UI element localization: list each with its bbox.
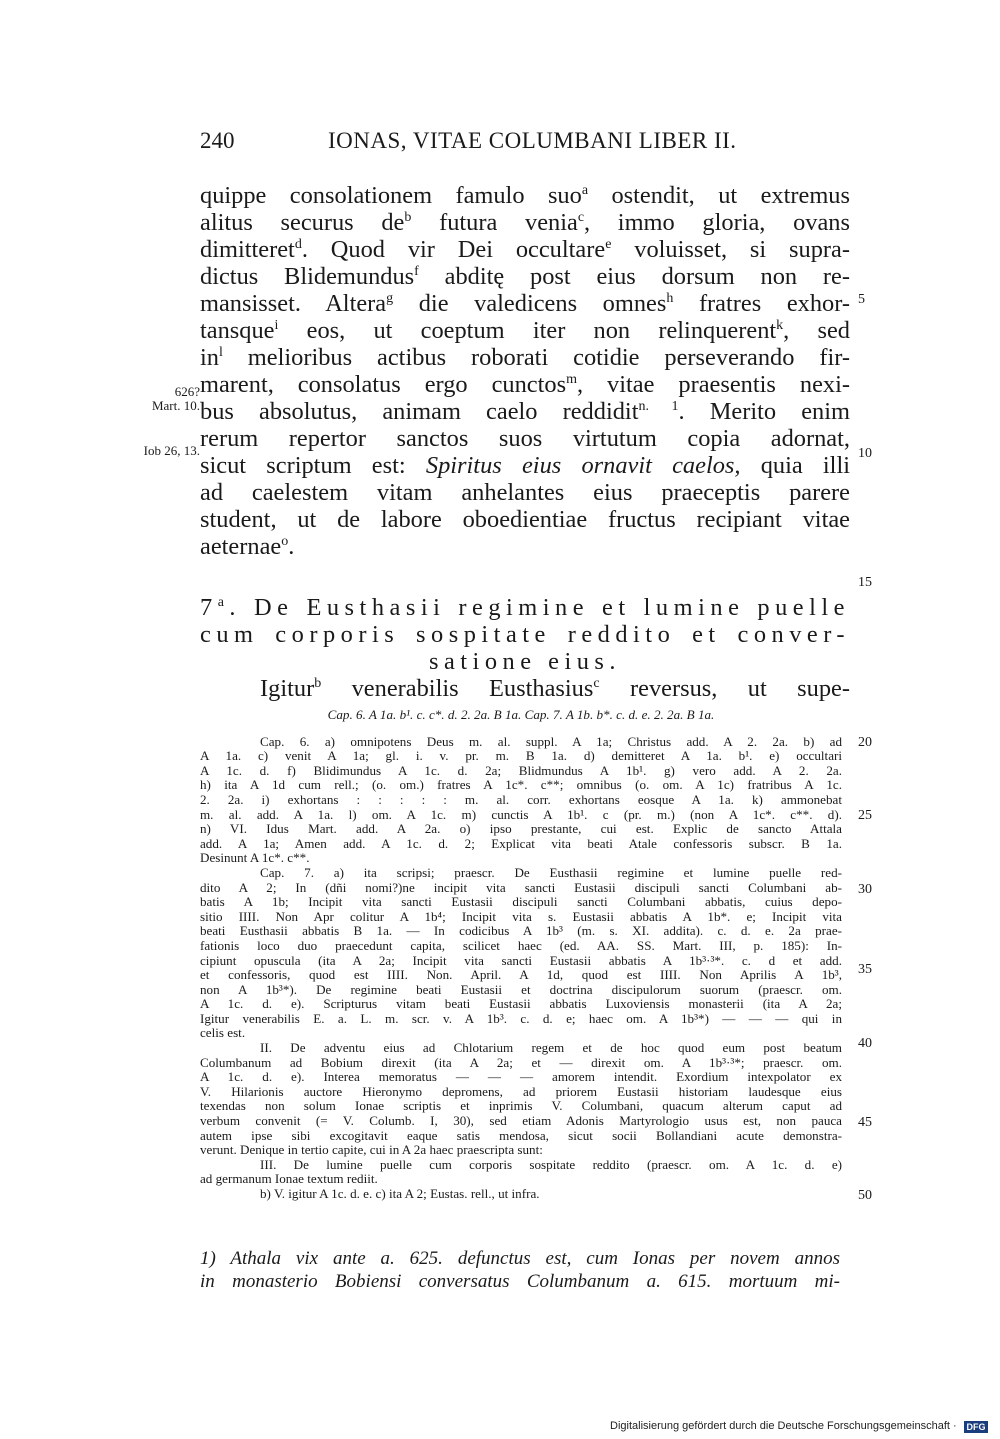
apparatus-line: Columbanum ad Bobium direxit (ita A 2a; et — direxit om. A 1b³·³*; praescr. om. — [200, 1054, 842, 1070]
text-line: sicut scriptum est: Spiritus eius ornavit caelos, quia illi — [200, 452, 850, 479]
chapter-heading-line: 7$^a$. De Eusthasii regimine et lumine puelle — [200, 594, 850, 621]
note-marker: n. 1 — [638, 398, 679, 414]
apparatus-line: Cap. 7. a) ita scripsi; praescr. De Eusthasii regimine et lumine puelle red- — [260, 864, 842, 880]
note-marker: f — [414, 263, 419, 279]
text-line: bus absolutus, animam caelo reddidit$^{n. 1}$. Merito enim — [200, 398, 851, 425]
line-number: 35 — [858, 962, 872, 977]
running-header — [200, 128, 840, 158]
scripture-quote: Spiritus eius ornavit caelos, — [425, 452, 741, 479]
text-line: dictus Blidemundus$^f$ abditę post eius dorsum non re- — [200, 263, 850, 290]
line-number: 50 — [858, 1188, 872, 1203]
apparatus-line: h) ita A 1d cum rell.; (o. om.) fratres A 1c*. c**; omnibus (o. om. A 1c) fratribus A 1c. — [200, 777, 842, 793]
text-line: marent, consolatus ergo cunctos$^m$, vitae praesentis nexi- — [200, 371, 850, 398]
text-line: mansisset. Altera$^g$ die valedicens omnes$^h$ fratres exhor- — [200, 290, 850, 317]
digitization-credit: Digitalisierung gefördert durch die Deutsche Forschungsgemeinschaft · — [610, 1420, 957, 1432]
text-line: aeternae$^o$. — [200, 533, 295, 560]
apparatus-line: Desinunt A 1c*. c**. — [200, 850, 310, 866]
critical-apparatus — [200, 708, 842, 1202]
note-marker: l — [218, 344, 223, 360]
apparatus-line: 2. 2a. i) exhortans : : : : : m. al. corr. exhortans eosque A 1a. k) ammonebat — [200, 791, 842, 807]
note-marker: c — [577, 209, 585, 225]
text-line: quippe consolationem famulo suo$^a$ ostendit, ut extremus — [200, 182, 850, 209]
apparatus-line: V. Hilarionis auctore Hieronymo depromens, ad priorem Eustasii historiam laudesque eius — [200, 1083, 842, 1099]
note-marker: g — [386, 290, 394, 306]
apparatus-line: celis est. — [200, 1025, 246, 1041]
text-line: dimitteret$^d$. Quod vir Dei occultare$^e$ voluisset, si supra- — [200, 236, 850, 263]
line-number: 30 — [858, 882, 872, 897]
line-number: 10 — [858, 446, 872, 461]
apparatus-line: Igitur venerabilis E. a. L. m. scr. v. A 1b³. c. d. e; haec om. A 1b³*) — — — qui in — [200, 1010, 842, 1026]
apparatus-line: sitio IIII. Non Apr colitur A 1b⁴; Incipit vita s. Eustasii abbatis A 1b*. e; Incipit vita — [200, 908, 842, 924]
note-marker: d — [294, 236, 302, 252]
apparatus-line: et confessoris, quod est IIII. Non. April. A 1d, quod est IIII. Non Aprilis A 1b³, — [200, 967, 842, 983]
footnote-line: 1) Athala vix ante a. 625. defunctus est, cum Ionas per novem annos — [200, 1248, 840, 1269]
footnote-line: in monasterio Bobiensi conversatus Columbanum a. 615. mortuum mi- — [200, 1271, 840, 1292]
dfg-logo: DFG — [964, 1421, 988, 1433]
text-line: student, ut de labore oboedientiae fructus recipiant vitae — [200, 506, 850, 533]
page-number: 240 — [200, 128, 235, 153]
line-number: 40 — [858, 1036, 872, 1051]
note-marker: b — [404, 209, 412, 225]
apparatus-line: n) VI. Idus Mart. add. A 2a. o) ipso prestante, cui est. Explic de sancto Attala — [200, 821, 842, 837]
note-marker: a — [581, 182, 589, 198]
apparatus-line: verbum convenit (= V. Columb. I, 30), sed etiam Adonis Martyrologio usus est, non pauca — [200, 1113, 842, 1129]
main-text — [200, 182, 850, 702]
text-line: Igitur$^b$ venerabilis Eusthasius$^c$ reversus, ut supe- — [260, 675, 850, 702]
apparatus-line: A 1c. d. e). Scripturus vitam beati Eustasii abbatis Luxoviensis monasterii (ita A 2a; — [200, 996, 842, 1012]
note-marker: c — [593, 675, 600, 691]
line-number: 5 — [858, 292, 865, 307]
margin-scripture-ref: Iob 26, 13. — [143, 443, 200, 458]
apparatus-line: texendas non solum Ionae scriptis et inprimis V. Columbani, quacum alterum caput ad — [200, 1098, 842, 1114]
apparatus-line: ad germanum Ionae textum rediit. — [200, 1171, 378, 1187]
text-line: alitus securus $de^b$ futura venia$^c$, immo gloria, ovans — [200, 209, 850, 236]
note-marker: h — [666, 290, 674, 306]
margin-date: 626? — [174, 384, 200, 399]
note-marker: k — [776, 317, 784, 333]
apparatus-line: autem ipse sibi excogitavit eaque satis mendosa, sicut socii Bollandiani acute demonstra- — [200, 1127, 842, 1143]
margin-date-month: Mart. 10. — [151, 398, 200, 413]
apparatus-line: add. A 1a; Amen add. A 1c. d. 2; Explicat vita beati Atale confessoris subscr. B 1a. — [200, 835, 842, 851]
note-marker: e — [605, 236, 612, 252]
apparatus-line: b) V. igitur A 1c. d. e. c) ita A 2; Eustas. rell., ut infra. — [260, 1186, 540, 1201]
text-line: $in^l$ melioribus actibus roborati cotidie perseverando fir- — [200, 344, 850, 371]
line-number: 45 — [858, 1115, 872, 1130]
line-number: 20 — [858, 735, 872, 750]
note-marker: o — [281, 533, 289, 549]
line-number: 25 — [858, 808, 872, 823]
text-line: ad caelestem vitam anhelantes eius praeceptis parere — [200, 479, 850, 506]
note-marker: b — [314, 675, 322, 691]
apparatus-line: beati Eusthasii abbatis B 1a. — In codicibus A 1b³ (m. s. XI. addita). c. d. e. 2a prae- — [200, 923, 842, 939]
apparatus-line: m. al. add. A 1a. l) om. A 1c. m) cunctis A 1b¹. c (pr. m.) (non A 1c*. c**. d). — [200, 806, 842, 822]
apparatus-line: A 1c. d. e). Interea memoratus — — — amorem intendit. Exordium intexpolator ex — [200, 1069, 842, 1085]
manuscript-list: Cap. 6. A 1a. b¹. c. c*. d. 2. 2a. B 1a. Cap. 7. A 1b. b*. c. d. e. 2. 2a. B 1a. — [327, 707, 715, 722]
apparatus-line: III. De lumine puelle cum corporis sospitate reddito (praescr. om. A 1c. d. e) — [260, 1156, 842, 1172]
apparatus-line: A 1c. d. f) Blidimundus A 1c. d. 2a; Blidmundus A 1b¹. g) vero add. A 2. 2a. — [200, 762, 842, 778]
apparatus-line: non A 1b³*). De regimine beati Eustasii et doctrina discipulorum suorum (praescr. om. — [200, 981, 842, 997]
apparatus-line: cipiunt opuscula (ita A 2a; Incipit vita sancti Eustasii abbatis A 1b³·³*. c. d et add. — [200, 952, 842, 968]
text-line: rerum repertor sanctos suos virtutum copia adornat, — [200, 425, 850, 452]
apparatus-line: batis A 1b; Incipit vita sancti Eustasii discipuli sancti Columbani abbatis, cuius depo- — [200, 894, 842, 910]
note-marker: m — [566, 371, 577, 387]
chapter-heading-line: cum corporis sospitate reddito et conver- — [200, 621, 850, 648]
footnote — [200, 1247, 840, 1293]
note-marker: i — [274, 317, 279, 333]
running-title: IONAS, VITAE COLUMBANI LIBER II. — [328, 128, 737, 153]
line-number: 15 — [858, 575, 872, 590]
apparatus-line: fationis loco duo praecedunt capita, scilicet haec (ed. AA. SS. Mart. III, p. 185): In- — [200, 937, 842, 953]
text-line: tansque$^i$ eos, ut coeptum iter non relinquerent$^k$, sed — [200, 317, 850, 344]
apparatus-line: Cap. 6. a) omnipotens Deus m. al. suppl. A 1a; Christus add. A 2. 2a. b) ad — [260, 733, 842, 749]
apparatus-line: verunt. Denique in tertio capite, cui in A 2a haec praescripta sunt: — [200, 1142, 543, 1158]
chapter-heading-line: satione eius. — [428, 648, 622, 675]
note-marker: a — [217, 594, 230, 610]
apparatus-line: A 1a. c) venit A 1a; gl. i. v. pr. m. B 1a. d) demitteret A 1a. b¹. e) occultari — [200, 748, 842, 764]
apparatus-line: II. De adventu eius ad Chlotarium regem et de hoc quod eum post beatum — [260, 1040, 842, 1056]
apparatus-line: dito A 2; In (dñi nomi?)ne incipit vita sancti Eustasii discipuli sancti Columbani ab- — [200, 879, 842, 895]
